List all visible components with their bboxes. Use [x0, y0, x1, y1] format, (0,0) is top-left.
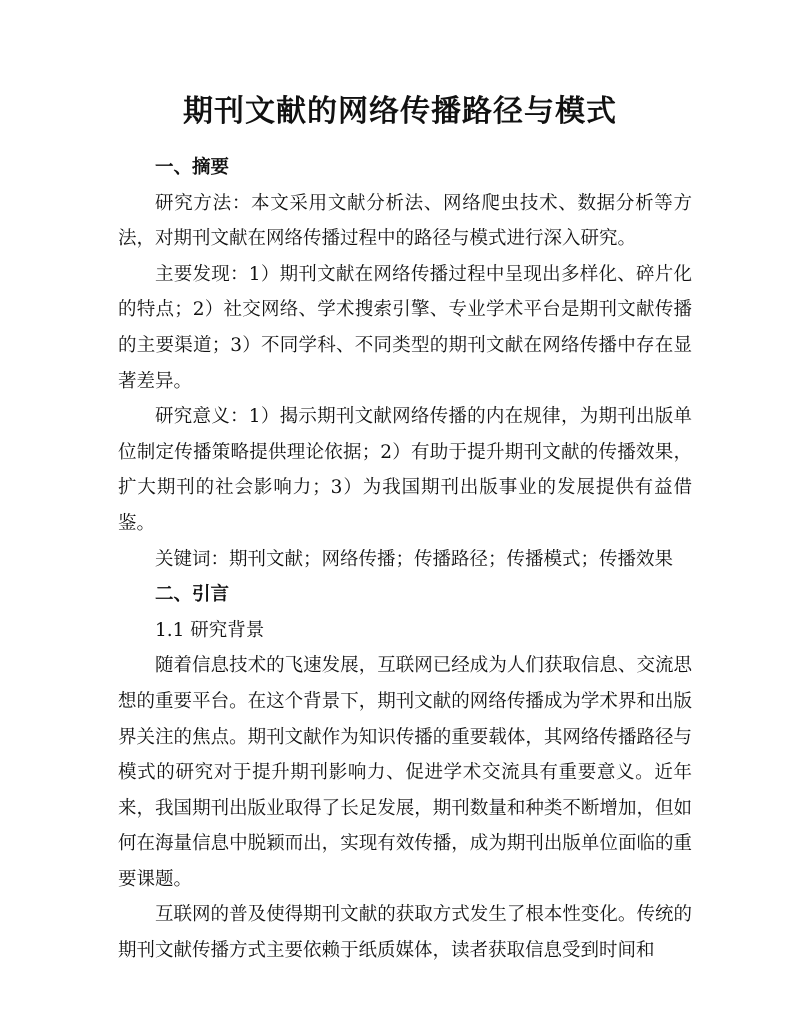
- intro-heading: 二、引言: [155, 584, 230, 606]
- background-paragraph-1: 随着信息技术的飞速发展，互联网已经成为人们获取信息、交流思想的重要平台。在这个背景下，期刊文献的网络传播成为学术界和出版界关注的焦点。期刊文献作为知识传播的重要载体，其网络传播路径与模式的研究对于提升期刊影响力、促进学术交流具有重要意义。近年来，我国期刊出版业取得了长足发展，期刊数量和种类不断增加，但如何在海量信息中脱颖而出，实现有效传播，成为期刊出版单位面临的重要课题。: [118, 655, 692, 890]
- findings-paragraph: 主要发现：1）期刊文献在网络传播过程中呈现出多样化、碎片化的特点；2）社交网络、学术搜索引擎、专业学术平台是期刊文献传播的主要渠道；3）不同学科、不同类型的期刊文献在网络传播中存在显著差异。: [118, 263, 692, 392]
- background-paragraph-2: 互联网的普及使得期刊文献的获取方式发生了根本性变化。传统的期刊文献传播方式主要依赖于纸质媒体，读者获取信息受到时间和: [118, 904, 692, 962]
- significance-paragraph: 研究意义：1）揭示期刊文献网络传播的内在规律，为期刊出版单位制定传播策略提供理论依据；2）有助于提升期刊文献的传播效果，扩大期刊的社会影响力；3）为我国期刊出版事业的发展提供有益借鉴。: [118, 406, 692, 534]
- document-title: 期刊文献的网络传播路径与模式: [183, 94, 617, 129]
- document-body: [118, 150, 692, 969]
- abstract-heading: 一、摘要: [155, 157, 230, 178]
- background-heading: 1.1 研究背景: [155, 619, 265, 641]
- keywords-paragraph: 关键词：期刊文献；网络传播；传播路径；传播模式；传播效果: [155, 548, 674, 570]
- methods-paragraph: 研究方法：本文采用文献分析法、网络爬虫技术、数据分析等方法，对期刊文献在网络传播过程中的路径与模式进行深入研究。: [118, 192, 692, 250]
